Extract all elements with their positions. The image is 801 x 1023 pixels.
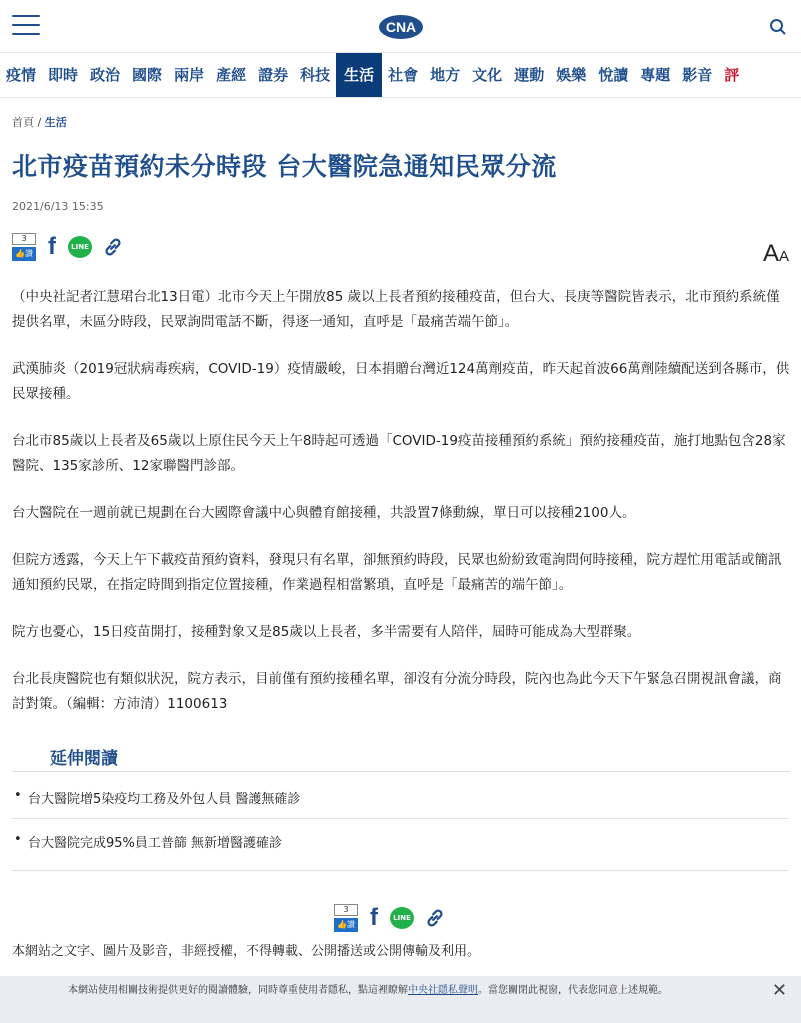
nav-item-active[interactable]: 生活	[336, 53, 382, 97]
logo-text: CNA	[385, 19, 417, 35]
copyright-notice: 本網站之文字、圖片及影音，非經授權，不得轉載、公開播送或公開傳輸及利用。	[12, 944, 481, 959]
nav-item[interactable]: 專題	[640, 66, 671, 84]
extended-reading-header	[12, 744, 790, 772]
menu-icon[interactable]	[12, 15, 40, 37]
nav-item[interactable]: 政治	[90, 66, 121, 84]
article-paragraph: 武漢肺炎（2019冠狀病毒疾病，COVID-19）疫情嚴峻，日本捐贈台灣近124萬劑疫苗，昨天起首波66萬劑陸續配送到各縣市，供民眾接種。	[12, 361, 790, 402]
line-icon[interactable]: LINE	[390, 907, 414, 929]
nav-item[interactable]: 地方	[430, 66, 461, 84]
nav-item[interactable]: 證券	[258, 66, 289, 84]
article-title: 北市疫苗預約未分時段 台大醫院急通知民眾分流	[12, 152, 557, 181]
nav-item[interactable]: 運動	[514, 66, 545, 84]
breadcrumb-separator: /	[37, 116, 42, 129]
cookie-banner	[0, 976, 801, 1023]
nav-item[interactable]: 娛樂	[556, 66, 587, 84]
article-paragraph: 但院方透露，今天上午下載疫苗預約資料，發現只有名單，卻無預約時段，民眾也紛紛致電詢問何時接種，院方趕忙用電話或簡訊通知預約民眾，在指定時間到指定位置接種，作業過程相當繁瑣，直呼是「最痛苦的端午節」。	[12, 552, 782, 593]
article-paragraph: 院方也憂心，15日疫苗開打，接種對象又是85歲以上長者，多半需要有人陪伴，屆時可能成為大型群聚。	[12, 624, 641, 640]
article-paragraph: 台大醫院在一週前就已規劃在台大國際會議中心與體育館接種，共設置7條動線，單日可以接種2100人。	[12, 505, 636, 521]
facebook-icon[interactable]: f	[370, 904, 378, 931]
nav-item[interactable]: 產經	[216, 66, 247, 84]
article-paragraph: 台北長庚醫院也有類似狀況，院方表示，目前僅有預約接種名單，卻沒有分流分時段，院內也為此今天下午緊急召開視訊會議，商討對策。（編輯：方沛清）1100613	[12, 671, 782, 712]
article-paragraph: 台北市85歲以上長者及65歲以上原住民今天上午8時起可透過「COVID-19疫苗接種預約系統」預約接種疫苗，施打地點包含28家醫院、135家診所、12家聯醫門診部。	[12, 433, 786, 474]
cna-logo[interactable]	[378, 14, 424, 40]
nav-item[interactable]: 即時	[48, 66, 79, 84]
copy-link-icon[interactable]	[102, 236, 124, 258]
share-bar-bottom	[334, 903, 446, 933]
breadcrumb-home[interactable]: 首頁	[12, 116, 34, 129]
nav-item[interactable]: 國際	[132, 66, 163, 84]
breadcrumb-current[interactable]: 生活	[44, 116, 67, 129]
nav-item[interactable]: 文化	[472, 66, 503, 84]
like-label: 👍讚	[12, 247, 36, 261]
line-icon[interactable]: LINE	[68, 236, 92, 258]
cookie-text: 本網站使用相關技術提供更好的閱讀體驗，同時尊重使用者隱私，點這裡瞭解中央社隱私聲明。當您關閉此視窗，代表您同意上述規範。	[68, 985, 668, 996]
nav-item[interactable]: 社會	[388, 66, 419, 84]
extended-reading-link[interactable]: • 台大醫院增5染疫均工務及外包人員 醫護無確診	[12, 788, 772, 807]
extended-reading-link[interactable]: • 台大醫院完成95%員工普篩 無新增醫護確診	[12, 832, 772, 851]
breadcrumb	[12, 114, 67, 130]
article-date: 2021/6/13 15:35	[12, 200, 104, 213]
extended-reading-title: 延伸閱讀	[50, 749, 118, 769]
nav-item[interactable]: 悅讀	[598, 66, 629, 84]
search-icon[interactable]	[769, 18, 787, 36]
like-button[interactable]	[12, 233, 36, 261]
nav-item[interactable]: 評	[724, 66, 740, 84]
nav-item[interactable]: 兩岸	[174, 66, 205, 84]
divider	[12, 818, 788, 819]
font-size-toggle[interactable]: AA	[762, 240, 789, 267]
divider	[12, 870, 788, 871]
top-bar	[0, 0, 801, 52]
like-count: 3	[334, 904, 358, 916]
article-body	[12, 285, 792, 739]
nav-item[interactable]: 科技	[300, 66, 331, 84]
category-nav	[0, 52, 801, 98]
nav-item[interactable]: 疫情	[6, 66, 37, 84]
privacy-link[interactable]: 中央社隱私聲明	[408, 985, 478, 996]
copy-link-icon[interactable]	[424, 907, 446, 929]
like-button[interactable]	[334, 904, 358, 932]
facebook-icon[interactable]: f	[48, 233, 56, 260]
share-bar-top	[12, 232, 124, 262]
like-count: 3	[12, 233, 36, 245]
close-icon[interactable]: ✕	[771, 980, 787, 1001]
nav-item[interactable]: 影音	[682, 66, 713, 84]
article-paragraph: （中央社記者江慧珺台北13日電）北市今天上午開放85 歲以上長者預約接種疫苗，但台大、長庚等醫院皆表示，北市預約系統僅提供名單，未區分時段，民眾詢問電話不斷，得逐一通知，直呼是「最痛苦端午節」。	[12, 289, 780, 330]
like-label: 👍讚	[334, 918, 358, 932]
